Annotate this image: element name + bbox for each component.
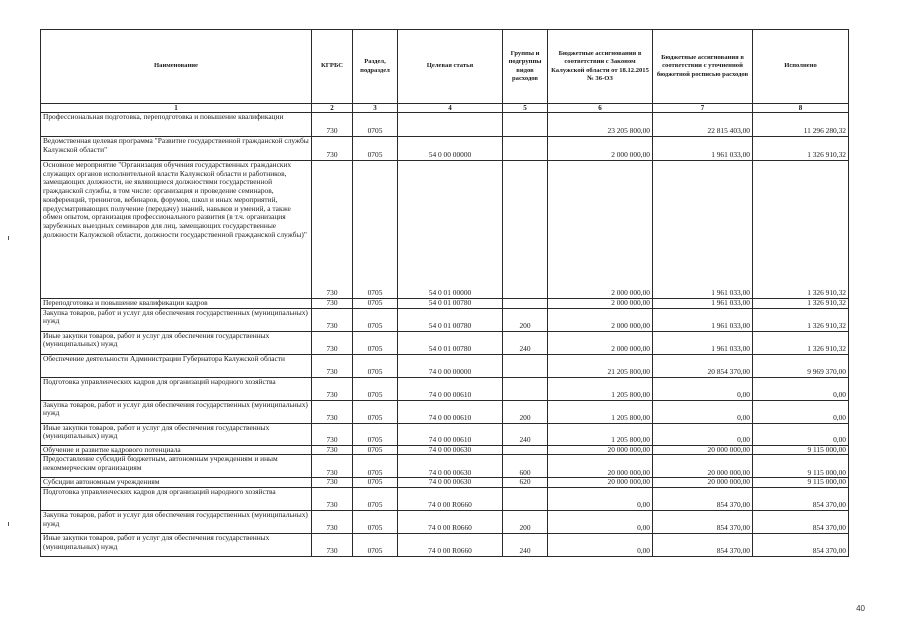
kgrbs-cell: 730 [312,354,353,377]
table-row [41,534,849,557]
row-name-cell: Закупка товаров, работ и услуг для обеспечения государственных (муниципальных) нужд [41,400,312,423]
row-name-cell: Иные закупки товаров, работ и услуг для обеспечения государственных (муниципальных) нужд [41,331,312,354]
kgrbs-cell: 730 [312,488,353,511]
column-header-law: Бюджетные ассигнования в соответствии с Законом Калужской области от 18.12.2015 № 36-ОЗ [548,30,653,104]
section-cell: 0705 [353,534,398,557]
roster-allocation-cell: 0,00 [653,400,753,423]
section-cell: 0705 [353,354,398,377]
law-allocation-cell: 20 000 000,00 [548,445,653,455]
row-name-cell: Предоставление субсидий бюджетным, автономным учреждениям и иным некоммерческим организациям [41,455,312,478]
expense-group-cell: 600 [503,455,548,478]
kgrbs-cell: 730 [312,478,353,488]
law-allocation-cell: 0,00 [548,511,653,534]
expense-group-cell [503,354,548,377]
executed-cell: 0,00 [753,423,849,445]
table-row [41,354,849,377]
target-article-cell: 74 0 00 R0660 [398,488,503,511]
roster-allocation-cell: 20 000 000,00 [653,478,753,488]
section-cell: 0705 [353,137,398,161]
expense-group-cell [503,161,548,299]
law-allocation-cell: 1 205 800,00 [548,377,653,400]
roster-allocation-cell: 22 815 403,00 [653,113,753,137]
row-name-cell: Переподготовка и повышение квалификации кадров [41,299,312,309]
table-row [41,377,849,400]
section-cell: 0705 [353,511,398,534]
column-number: 8 [753,104,849,113]
kgrbs-cell: 730 [312,331,353,354]
expense-group-cell: 200 [503,511,548,534]
target-article-cell: 74 0 00 00630 [398,478,503,488]
target-article-cell: 54 0 01 00780 [398,331,503,354]
margin-mark [8,236,9,240]
kgrbs-cell: 730 [312,299,353,309]
roster-allocation-cell: 1 961 033,00 [653,331,753,354]
expense-group-cell [503,445,548,455]
executed-cell: 854 370,00 [753,534,849,557]
table-row [41,113,849,137]
law-allocation-cell: 2 000 000,00 [548,161,653,299]
roster-allocation-cell: 1 961 033,00 [653,299,753,309]
table-row [41,299,849,309]
roster-allocation-cell: 1 961 033,00 [653,161,753,299]
roster-allocation-cell: 0,00 [653,377,753,400]
column-header-section: Раздел, подраздел [353,30,398,104]
section-cell: 0705 [353,455,398,478]
executed-cell: 1 326 910,32 [753,308,849,331]
roster-allocation-cell: 20 854 370,00 [653,354,753,377]
executed-cell: 9 115 000,00 [753,455,849,478]
roster-allocation-cell: 1 961 033,00 [653,137,753,161]
row-name-cell: Иные закупки товаров, работ и услуг для обеспечения государственных (муниципальных) нужд [41,423,312,445]
column-number: 4 [398,104,503,113]
row-name-cell: Иные закупки товаров, работ и услуг для обеспечения государственных (муниципальных) нужд [41,534,312,557]
section-cell: 0705 [353,400,398,423]
kgrbs-cell: 730 [312,308,353,331]
target-article-cell: 54 0 01 00000 [398,161,503,299]
law-allocation-cell: 1 205 800,00 [548,400,653,423]
target-article-cell: 74 0 00 00610 [398,423,503,445]
expense-group-cell: 200 [503,308,548,331]
expense-group-cell [503,137,548,161]
executed-cell: 854 370,00 [753,488,849,511]
executed-cell: 0,00 [753,377,849,400]
section-cell: 0705 [353,377,398,400]
column-header-kgrbs: КГРБС [312,30,353,104]
column-number: 2 [312,104,353,113]
section-cell: 0705 [353,445,398,455]
kgrbs-cell: 730 [312,423,353,445]
kgrbs-cell: 730 [312,161,353,299]
executed-cell: 1 326 910,32 [753,331,849,354]
row-name-cell: Подготовка управленческих кадров для организаций народного хозяйства [41,377,312,400]
roster-allocation-cell: 854 370,00 [653,511,753,534]
law-allocation-cell: 2 000 000,00 [548,137,653,161]
roster-allocation-cell: 20 000 000,00 [653,445,753,455]
table-row [41,488,849,511]
column-header-roster: Бюджетные ассигнования в соответствии с уточненной бюджетной росписью расходов [653,30,753,104]
kgrbs-cell: 730 [312,377,353,400]
law-allocation-cell: 1 205 800,00 [548,423,653,445]
target-article-cell [398,113,503,137]
executed-cell: 1 326 910,32 [753,137,849,161]
roster-allocation-cell: 854 370,00 [653,534,753,557]
column-number: 7 [653,104,753,113]
target-article-cell: 54 0 01 00780 [398,299,503,309]
row-name-cell: Закупка товаров, работ и услуг для обеспечения государственных (муниципальных) нужд [41,511,312,534]
executed-cell: 9 969 370,00 [753,354,849,377]
row-name-cell: Ведомственная целевая программа "Развитие государственной гражданской службы Калужской области" [41,137,312,161]
table-row [41,445,849,455]
target-article-cell: 54 0 00 00000 [398,137,503,161]
kgrbs-cell: 730 [312,137,353,161]
expense-group-cell: 200 [503,400,548,423]
column-number: 1 [41,104,312,113]
section-cell: 0705 [353,488,398,511]
law-allocation-cell: 2 000 000,00 [548,299,653,309]
target-article-cell: 74 0 00 R0660 [398,511,503,534]
column-number: 6 [548,104,653,113]
table-row [41,400,849,423]
row-name-cell: Закупка товаров, работ и услуг для обеспечения государственных (муниципальных) нужд [41,308,312,331]
target-article-cell: 74 0 00 R0660 [398,534,503,557]
roster-allocation-cell: 0,00 [653,423,753,445]
kgrbs-cell: 730 [312,534,353,557]
column-header-group: Группы и подгруппы видов расходов [503,30,548,104]
target-article-cell: 74 0 00 00630 [398,455,503,478]
executed-cell: 1 326 910,32 [753,161,849,299]
executed-cell: 9 115 000,00 [753,445,849,455]
expense-group-cell [503,377,548,400]
section-cell: 0705 [353,478,398,488]
column-number-row [41,104,849,113]
table-row [41,137,849,161]
row-name-cell: Обучение и развитие кадрового потенциала [41,445,312,455]
section-cell: 0705 [353,308,398,331]
expense-group-cell: 240 [503,331,548,354]
document-page [40,29,848,557]
executed-cell: 11 296 280,32 [753,113,849,137]
expense-group-cell [503,488,548,511]
section-cell: 0705 [353,423,398,445]
column-header-name: Наименование [41,30,312,104]
kgrbs-cell: 730 [312,400,353,423]
column-header-executed: Исполнено [753,30,849,104]
expense-group-cell: 240 [503,534,548,557]
table-body [41,113,849,557]
section-cell: 0705 [353,161,398,299]
budget-table [40,29,849,557]
row-name-cell: Подготовка управленческих кадров для организаций народного хозяйства [41,488,312,511]
target-article-cell: 54 0 01 00780 [398,308,503,331]
column-number: 3 [353,104,398,113]
section-cell: 0705 [353,299,398,309]
target-article-cell: 74 0 00 00610 [398,377,503,400]
expense-group-cell: 240 [503,423,548,445]
table-row [41,455,849,478]
expense-group-cell: 620 [503,478,548,488]
row-name-cell: Основное мероприятие "Организация обучения государственных гражданских служащих органов исполнительной власти Калужской области и работников, замещающих должности, не являющиеся должностями государственной гражданской службы, в том числе: организация и проведение семинаров, конференций, тренингов, вебинаров, форумов, школ и иных мероприятий, предусматривающих получение (передачу) знаний, навыков и умений, а также обмен опытом, организация профессионального развития (в т.ч. организация зарубежных выездных семинаров для лиц, замещающих государственные должности Калужской области, должности государственной гражданской службы)" [41,161,312,299]
margin-mark [8,522,9,526]
law-allocation-cell: 20 000 000,00 [548,478,653,488]
column-header-target: Целевая статья [398,30,503,104]
row-name-cell: Обеспечение деятельности Администрации Губернатора Калужской области [41,354,312,377]
table-row [41,331,849,354]
executed-cell: 0,00 [753,400,849,423]
target-article-cell: 74 0 00 00630 [398,445,503,455]
row-name-cell: Профессиональная подготовка, переподготовка и повышение квалификации [41,113,312,137]
roster-allocation-cell: 854 370,00 [653,488,753,511]
table-row [41,511,849,534]
law-allocation-cell: 23 205 800,00 [548,113,653,137]
table-row [41,308,849,331]
table-row [41,423,849,445]
law-allocation-cell: 2 000 000,00 [548,308,653,331]
kgrbs-cell: 730 [312,445,353,455]
law-allocation-cell: 0,00 [548,488,653,511]
kgrbs-cell: 730 [312,455,353,478]
law-allocation-cell: 20 000 000,00 [548,455,653,478]
law-allocation-cell: 21 205 800,00 [548,354,653,377]
kgrbs-cell: 730 [312,113,353,137]
page-number: 40 [856,604,865,613]
section-cell: 0705 [353,113,398,137]
row-name-cell: Субсидии автономным учреждениям [41,478,312,488]
table-row [41,161,849,299]
expense-group-cell [503,113,548,137]
target-article-cell: 74 0 00 00000 [398,354,503,377]
section-cell: 0705 [353,331,398,354]
column-number: 5 [503,104,548,113]
target-article-cell: 74 0 00 00610 [398,400,503,423]
executed-cell: 1 326 910,32 [753,299,849,309]
law-allocation-cell: 2 000 000,00 [548,331,653,354]
law-allocation-cell: 0,00 [548,534,653,557]
roster-allocation-cell: 20 000 000,00 [653,455,753,478]
executed-cell: 9 115 000,00 [753,478,849,488]
kgrbs-cell: 730 [312,511,353,534]
table-row [41,478,849,488]
roster-allocation-cell: 1 961 033,00 [653,308,753,331]
expense-group-cell [503,299,548,309]
table-header-row [41,30,849,104]
executed-cell: 854 370,00 [753,511,849,534]
